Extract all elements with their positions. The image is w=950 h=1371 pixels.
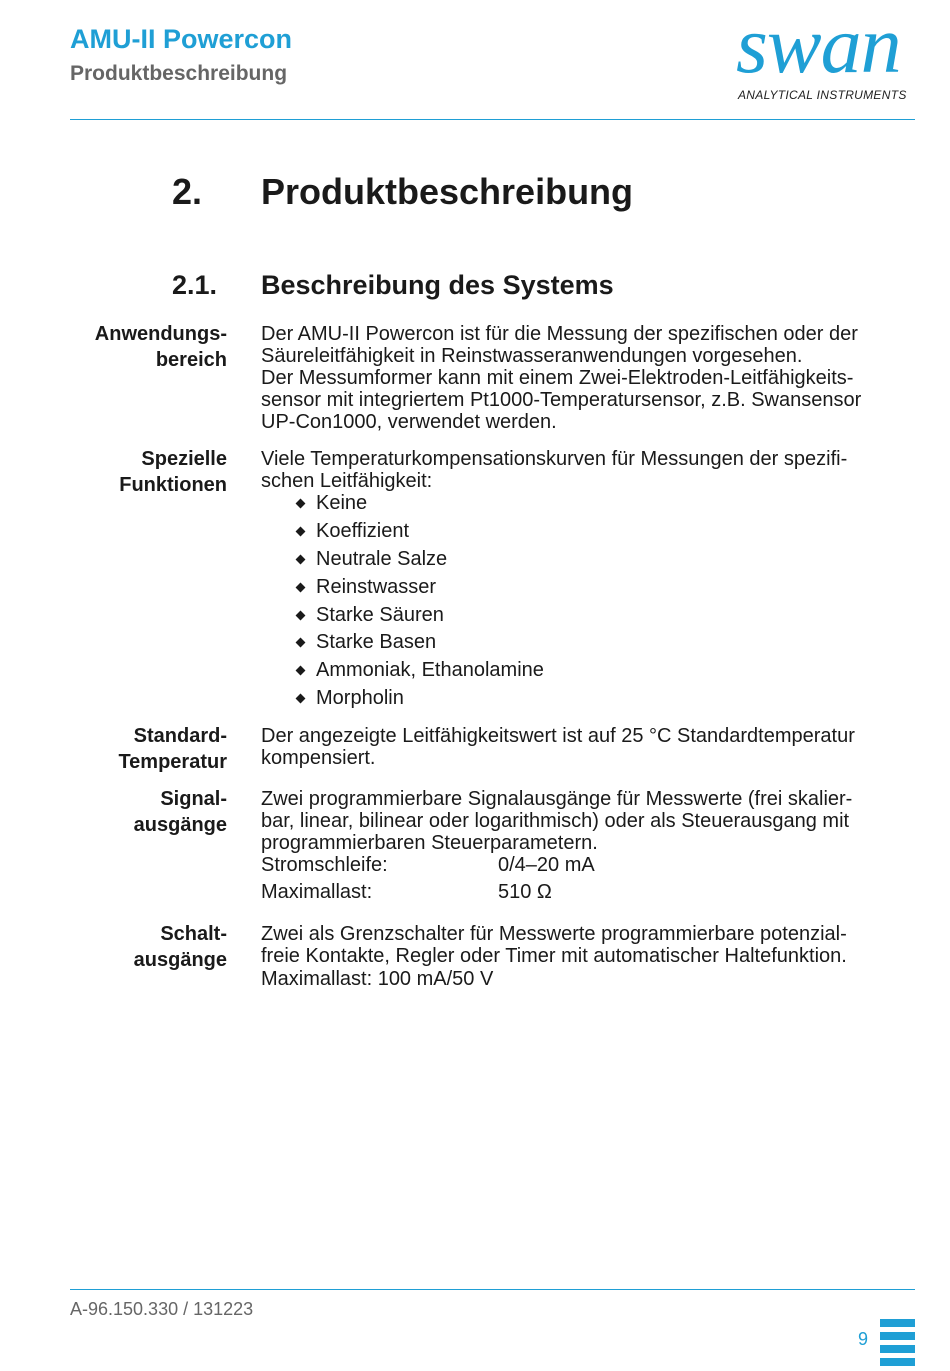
section-title: Beschreibung des Systems bbox=[261, 270, 614, 300]
text-line: Der angezeigte Leitfähigkeitswert ist auf 25 °C Standardtemperatur bbox=[261, 725, 855, 747]
side-label-line: Anwendungs- bbox=[94, 323, 227, 345]
compensation-list bbox=[295, 490, 544, 712]
text-line: Zwei programmierbare Signalausgänge für Messwerte (frei skalier- bbox=[261, 788, 853, 810]
document-title: AMU-II Powercon bbox=[70, 24, 293, 54]
spec-row bbox=[261, 852, 595, 879]
text-line: kompensiert. bbox=[261, 747, 376, 769]
bullet-icon bbox=[296, 610, 306, 620]
document-subtitle: Produktbeschreibung bbox=[70, 62, 288, 85]
bullet-icon bbox=[296, 499, 306, 509]
spec-row bbox=[261, 879, 595, 906]
signal-spec-table bbox=[261, 852, 595, 906]
side-label-signalausgaenge bbox=[27, 786, 227, 838]
text-line: UP-Con1000, verwendet werden. bbox=[261, 411, 557, 433]
spec-value: 0/4–20 mA bbox=[498, 854, 595, 876]
chapter-title: Produktbeschreibung bbox=[261, 171, 634, 212]
bullet-icon bbox=[296, 638, 306, 648]
side-label-line: Schalt- bbox=[160, 923, 227, 945]
spec-key: Maximallast: bbox=[261, 881, 373, 903]
document-id: A-96.150.330 / 131223 bbox=[70, 1299, 254, 1319]
bullet-icon bbox=[296, 582, 306, 592]
side-label-line: Signal- bbox=[160, 788, 227, 810]
side-label-anwendungsbereich bbox=[27, 321, 227, 373]
text-line: Der AMU-II Powercon ist für die Messung der spezifischen oder der bbox=[261, 323, 858, 345]
list-item-label: Koeffizient bbox=[316, 520, 410, 543]
header-divider bbox=[70, 119, 915, 120]
side-label-temperatur bbox=[27, 723, 227, 775]
chapter-number: 2. bbox=[172, 171, 203, 212]
paragraph-anwendungsbereich bbox=[261, 323, 921, 433]
list-item bbox=[295, 546, 544, 574]
list-item-label: Starke Säuren bbox=[316, 603, 444, 626]
spec-key: Stromschleife: bbox=[261, 854, 388, 876]
text-line: Zwei als Grenzschalter für Messwerte programmierbare potenzial- bbox=[261, 923, 847, 945]
list-item bbox=[295, 685, 544, 713]
list-item-label: Reinstwasser bbox=[316, 575, 437, 598]
list-item-label: Starke Basen bbox=[316, 631, 437, 654]
side-label-line: Spezielle bbox=[141, 448, 227, 470]
list-item bbox=[295, 629, 544, 657]
paragraph-signalausgaenge bbox=[261, 788, 921, 854]
list-item bbox=[295, 518, 544, 546]
text-line: Säureleitfähigkeit in Reinstwasseranwendungen vorgesehen. bbox=[261, 345, 803, 367]
side-label-line: ausgänge bbox=[133, 949, 227, 971]
bullet-icon bbox=[296, 555, 306, 565]
paragraph-schaltausgaenge bbox=[261, 923, 921, 967]
side-label-line: bereich bbox=[155, 349, 227, 371]
list-item-label: Ammoniak, Ethanolamine bbox=[316, 659, 544, 682]
side-label-line: Funktionen bbox=[119, 474, 227, 496]
side-label-line: Temperatur bbox=[118, 751, 227, 773]
text-line: Der Messumformer kann mit einem Zwei-Elektroden-Leitfähigkeits- bbox=[261, 367, 854, 389]
page-marker-icon bbox=[880, 1319, 915, 1371]
spec-value: 510 Ω bbox=[498, 881, 552, 903]
text-line: sensor mit integriertem Pt1000-Temperatursensor, z.B. Swansensor bbox=[261, 389, 862, 411]
side-label-line: Standard- bbox=[133, 725, 227, 747]
list-item-label: Neutrale Salze bbox=[316, 547, 448, 570]
logo-tagline: ANALYTICAL INSTRUMENTS bbox=[738, 88, 907, 102]
text-line: freie Kontakte, Regler oder Timer mit automatischer Haltefunktion. bbox=[261, 945, 847, 967]
side-label-funktionen bbox=[27, 446, 227, 498]
list-item bbox=[295, 601, 544, 629]
text-line: schen Leitfähigkeit: bbox=[261, 470, 433, 492]
text-line: programmierbaren Steuerparametern. bbox=[261, 832, 598, 854]
side-label-schaltausgaenge bbox=[27, 921, 227, 973]
text-line: bar, linear, bilinear oder logarithmisch) oder als Steuerausgang mit bbox=[261, 810, 850, 832]
bullet-icon bbox=[296, 666, 306, 676]
text-line: Viele Temperaturkompensationskurven für Messungen der spezifi- bbox=[261, 448, 848, 470]
list-item-label: Keine bbox=[316, 492, 368, 515]
bullet-icon bbox=[296, 527, 306, 537]
list-item bbox=[295, 573, 544, 601]
footer-divider bbox=[70, 1289, 915, 1290]
bullet-icon bbox=[296, 694, 306, 704]
list-item-label: Morpholin bbox=[316, 686, 404, 709]
list-item bbox=[295, 490, 544, 518]
section-number: 2.1. bbox=[172, 270, 218, 300]
list-item bbox=[295, 657, 544, 685]
paragraph-temperatur bbox=[261, 725, 921, 769]
paragraph-funktionen bbox=[261, 448, 921, 492]
page-number: 9 bbox=[858, 1329, 869, 1349]
swan-logo: swan bbox=[736, 0, 901, 90]
side-label-line: ausgänge bbox=[133, 814, 227, 836]
schalt-max-load: Maximallast: 100 mA/50 V bbox=[261, 968, 494, 990]
